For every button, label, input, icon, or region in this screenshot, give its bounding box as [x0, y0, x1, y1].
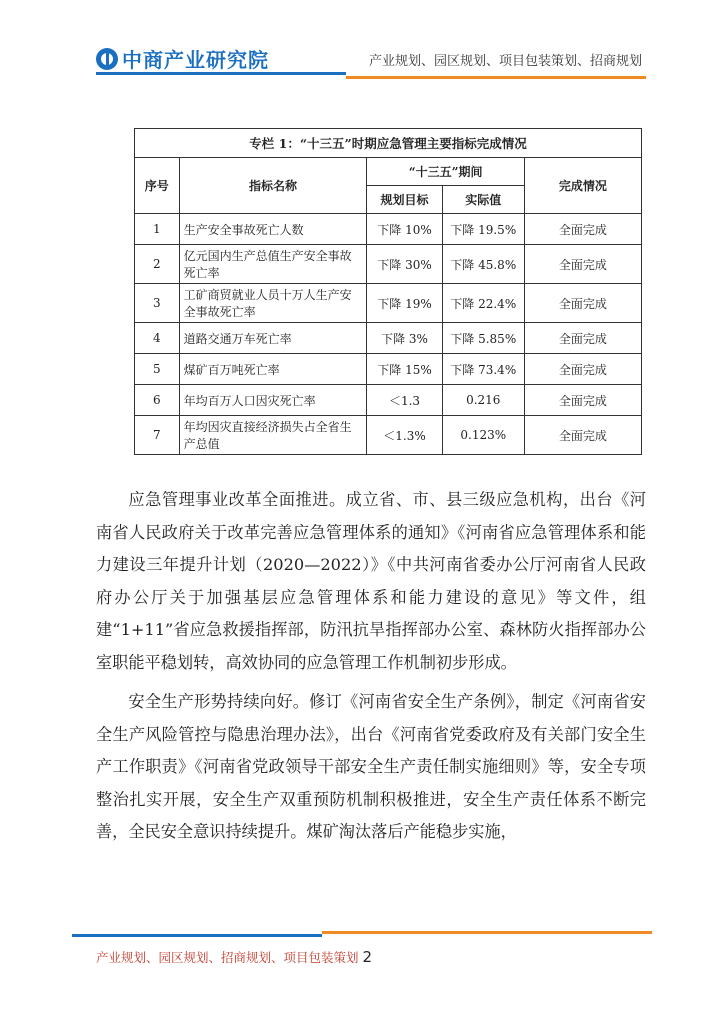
table-row: [135, 245, 642, 284]
cell-seq: 5: [135, 354, 180, 385]
header-seq: 序号: [135, 158, 180, 214]
cell-actual: 下降 45.8%: [442, 245, 524, 284]
cell-name: 煤矿百万吨死亡率: [179, 354, 367, 385]
page-header: [0, 0, 724, 90]
cell-status: 全面完成: [524, 323, 641, 354]
header-divider-orange: [346, 76, 646, 79]
body-text: [96, 484, 646, 856]
cell-actual: 下降 22.4%: [442, 284, 524, 323]
cell-seq: 6: [135, 385, 180, 416]
header-target: 规划目标: [367, 186, 442, 214]
table-row: [135, 214, 642, 245]
table-title: 专栏 1：“十三五”时期应急管理主要指标完成情况: [135, 129, 642, 158]
footer-divider-orange: [322, 931, 652, 934]
cell-seq: 7: [135, 416, 180, 455]
indicator-table-container: [134, 128, 642, 455]
cell-target: 下降 15%: [367, 354, 442, 385]
cell-name: 工矿商贸就业人员十万人生产安全事故死亡率: [179, 284, 367, 323]
cell-status: 全面完成: [524, 354, 641, 385]
cell-status: 全面完成: [524, 245, 641, 284]
cell-seq: 1: [135, 214, 180, 245]
paragraph-emergency-reform: 应急管理事业改革全面推进。成立省、市、县三级应急机构，出台《河南省人民政府关于改革完善应急管理体系的通知》《河南省应急管理体系和能力建设三年提升计划（2020—2022）》《中共河南省委办公厅河南省人民政府办公厅关于加强基层应急管理体系和能力建设的意见》等文件，组建“1+11”省应急救援指挥部，防汛抗旱指挥部办公室、森林防火指挥部办公室职能平稳划转，高效协同的应急管理工作机制初步形成。: [96, 490, 646, 672]
cell-actual: 0.216: [442, 385, 524, 416]
footer-slogan-line: [96, 948, 372, 966]
cell-seq: 2: [135, 245, 180, 284]
header-name: 指标名称: [179, 158, 367, 214]
table-row: [135, 323, 642, 354]
cell-actual: 下降 19.5%: [442, 214, 524, 245]
table-row: [135, 416, 642, 455]
cell-status: 全面完成: [524, 214, 641, 245]
header-slogan: 产业规划、园区规划、项目包装策划、招商规划: [368, 54, 642, 69]
page-footer: [0, 928, 724, 988]
cell-name: 亿元国内生产总值生产安全事故死亡率: [179, 245, 367, 284]
cell-actual: 下降 5.85%: [442, 323, 524, 354]
table-row: [135, 284, 642, 323]
cell-target: ＜1.3: [367, 385, 442, 416]
cell-name: 年均百万人口因灾死亡率: [179, 385, 367, 416]
cell-status: 全面完成: [524, 284, 641, 323]
cell-status: 全面完成: [524, 385, 641, 416]
table-row: [135, 354, 642, 385]
logo-icon: [96, 48, 118, 70]
cell-target: 下降 3%: [367, 323, 442, 354]
cell-name: 年均因灾直接经济损失占全省生产总值: [179, 416, 367, 455]
cell-actual: 0.123%: [442, 416, 524, 455]
cell-seq: 3: [135, 284, 180, 323]
header-divider-blue: [96, 72, 346, 75]
header-period: “十三五”期间: [367, 158, 524, 186]
cell-target: ＜1.3%: [367, 416, 442, 455]
cell-name: 生产安全事故死亡人数: [179, 214, 367, 245]
cell-name: 道路交通万车死亡率: [179, 323, 367, 354]
paragraph-safety-production: 安全生产形势持续向好。修订《河南省安全生产条例》，制定《河南省安全生产风险管控与隐患治理办法》，出台《河南省党委政府及有关部门安全生产工作职责》《河南省党政领导干部安全生产责任制实施细则》等，安全专项整治扎实开展，安全生产双重预防机制积极推进，安全生产责任体系不断完善，全民安全意识持续提升。煤矿淘汰落后产能稳步实施，: [96, 692, 646, 841]
cell-seq: 4: [135, 323, 180, 354]
table-row: [135, 385, 642, 416]
footer-slogan: 产业规划、园区规划、招商规划、项目包装策划: [96, 950, 359, 965]
page-number: 2: [362, 948, 373, 966]
cell-target: 下降 30%: [367, 245, 442, 284]
cell-target: 下降 19%: [367, 284, 442, 323]
header-actual: 实际值: [442, 186, 524, 214]
cell-status: 全面完成: [524, 416, 641, 455]
indicator-table: [134, 128, 642, 455]
cell-actual: 下降 73.4%: [442, 354, 524, 385]
footer-divider-blue: [72, 934, 322, 937]
logo-text: 中商产业研究院: [122, 48, 269, 72]
cell-target: 下降 10%: [367, 214, 442, 245]
logo: [96, 44, 269, 73]
header-status: 完成情况: [524, 158, 641, 214]
